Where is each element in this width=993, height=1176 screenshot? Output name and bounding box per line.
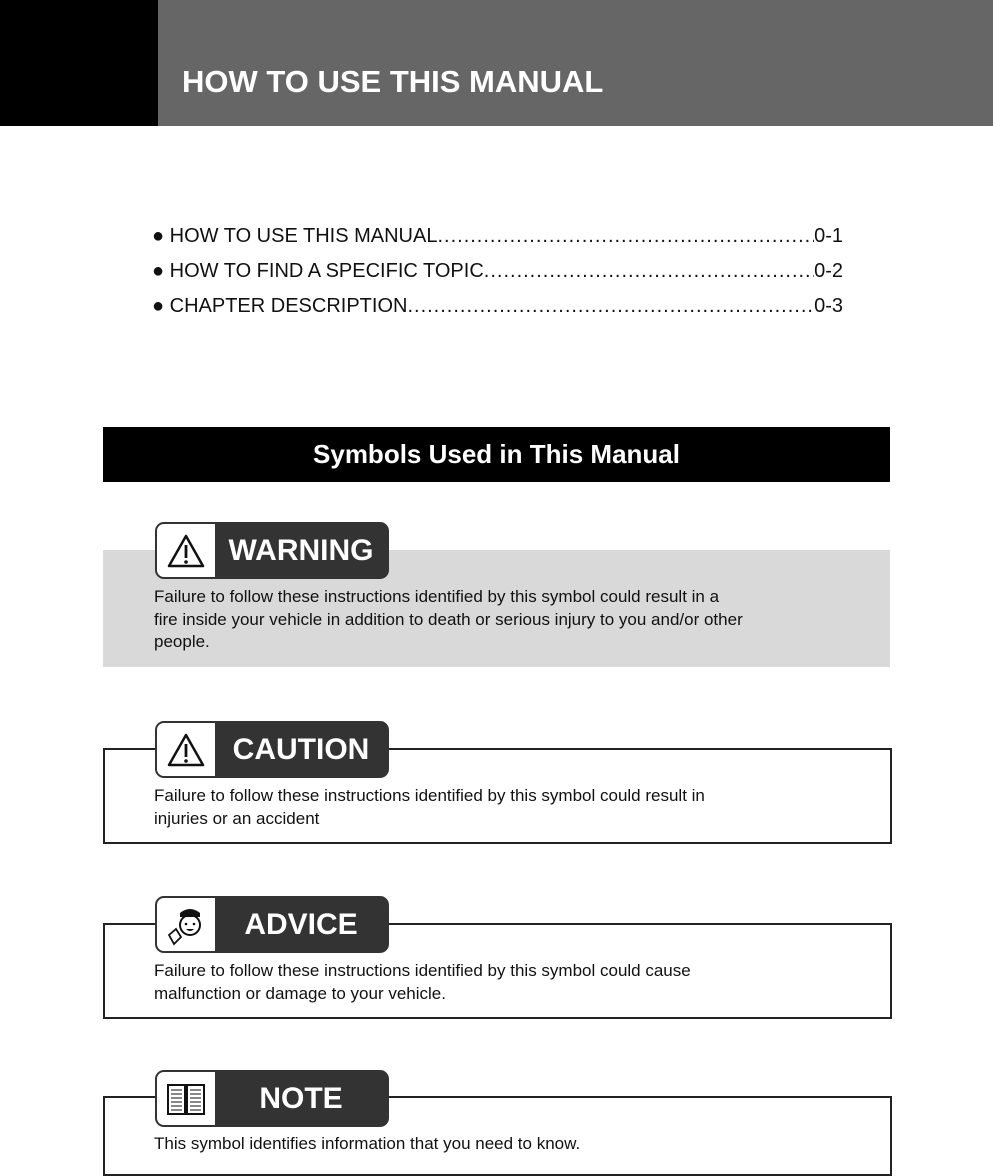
text-line: This symbol identifies information that you need to know.: [154, 1134, 581, 1153]
open-book-icon: [157, 1072, 215, 1125]
header-black-block: [0, 0, 158, 126]
advice-label: ADVICE: [244, 907, 358, 941]
caution-text: [154, 785, 844, 830]
advice-text: [154, 960, 844, 1005]
note-text: [154, 1133, 844, 1156]
text-line: Failure to follow these instructions identified by this symbol could result in: [154, 786, 705, 805]
toc-page: 0-1: [814, 225, 843, 247]
warning-triangle-icon: [157, 723, 215, 776]
toc-label: ● CHAPTER DESCRIPTION: [152, 295, 408, 317]
toc-item[interactable]: [152, 225, 843, 251]
caution-badge: [155, 721, 389, 778]
text-line: injuries or an accident: [154, 808, 320, 828]
text-line: malfunction or damage to your vehicle.: [154, 983, 446, 1003]
mechanic-icon: [157, 898, 215, 951]
warning-triangle-icon: [157, 524, 215, 577]
warning-text: [154, 586, 844, 654]
header-bar: [158, 0, 993, 126]
symbols-heading: Symbols Used in This Manual: [103, 427, 890, 482]
toc-item[interactable]: [152, 260, 843, 286]
note-label: NOTE: [259, 1081, 343, 1115]
text-line: fire inside your vehicle in addition to death or serious injury to you and/or other: [154, 609, 743, 629]
note-badge: [155, 1070, 389, 1127]
toc-label: ● HOW TO FIND A SPECIFIC TOPIC: [152, 260, 484, 282]
text-line: people.: [154, 632, 210, 651]
text-line: Failure to follow these instructions identified by this symbol could result in a: [154, 587, 720, 606]
advice-badge: [155, 896, 389, 953]
toc-page: 0-3: [814, 295, 843, 317]
page-title: HOW TO USE THIS MANUAL: [182, 64, 604, 99]
caution-label: CAUTION: [232, 732, 370, 766]
warning-badge: [155, 522, 389, 579]
text-line: Failure to follow these instructions identified by this symbol could cause: [154, 961, 691, 980]
warning-label: WARNING: [228, 533, 374, 567]
toc-page: 0-2: [814, 260, 843, 282]
toc-label: ● HOW TO USE THIS MANUAL: [152, 225, 438, 247]
toc-item[interactable]: [152, 295, 843, 321]
